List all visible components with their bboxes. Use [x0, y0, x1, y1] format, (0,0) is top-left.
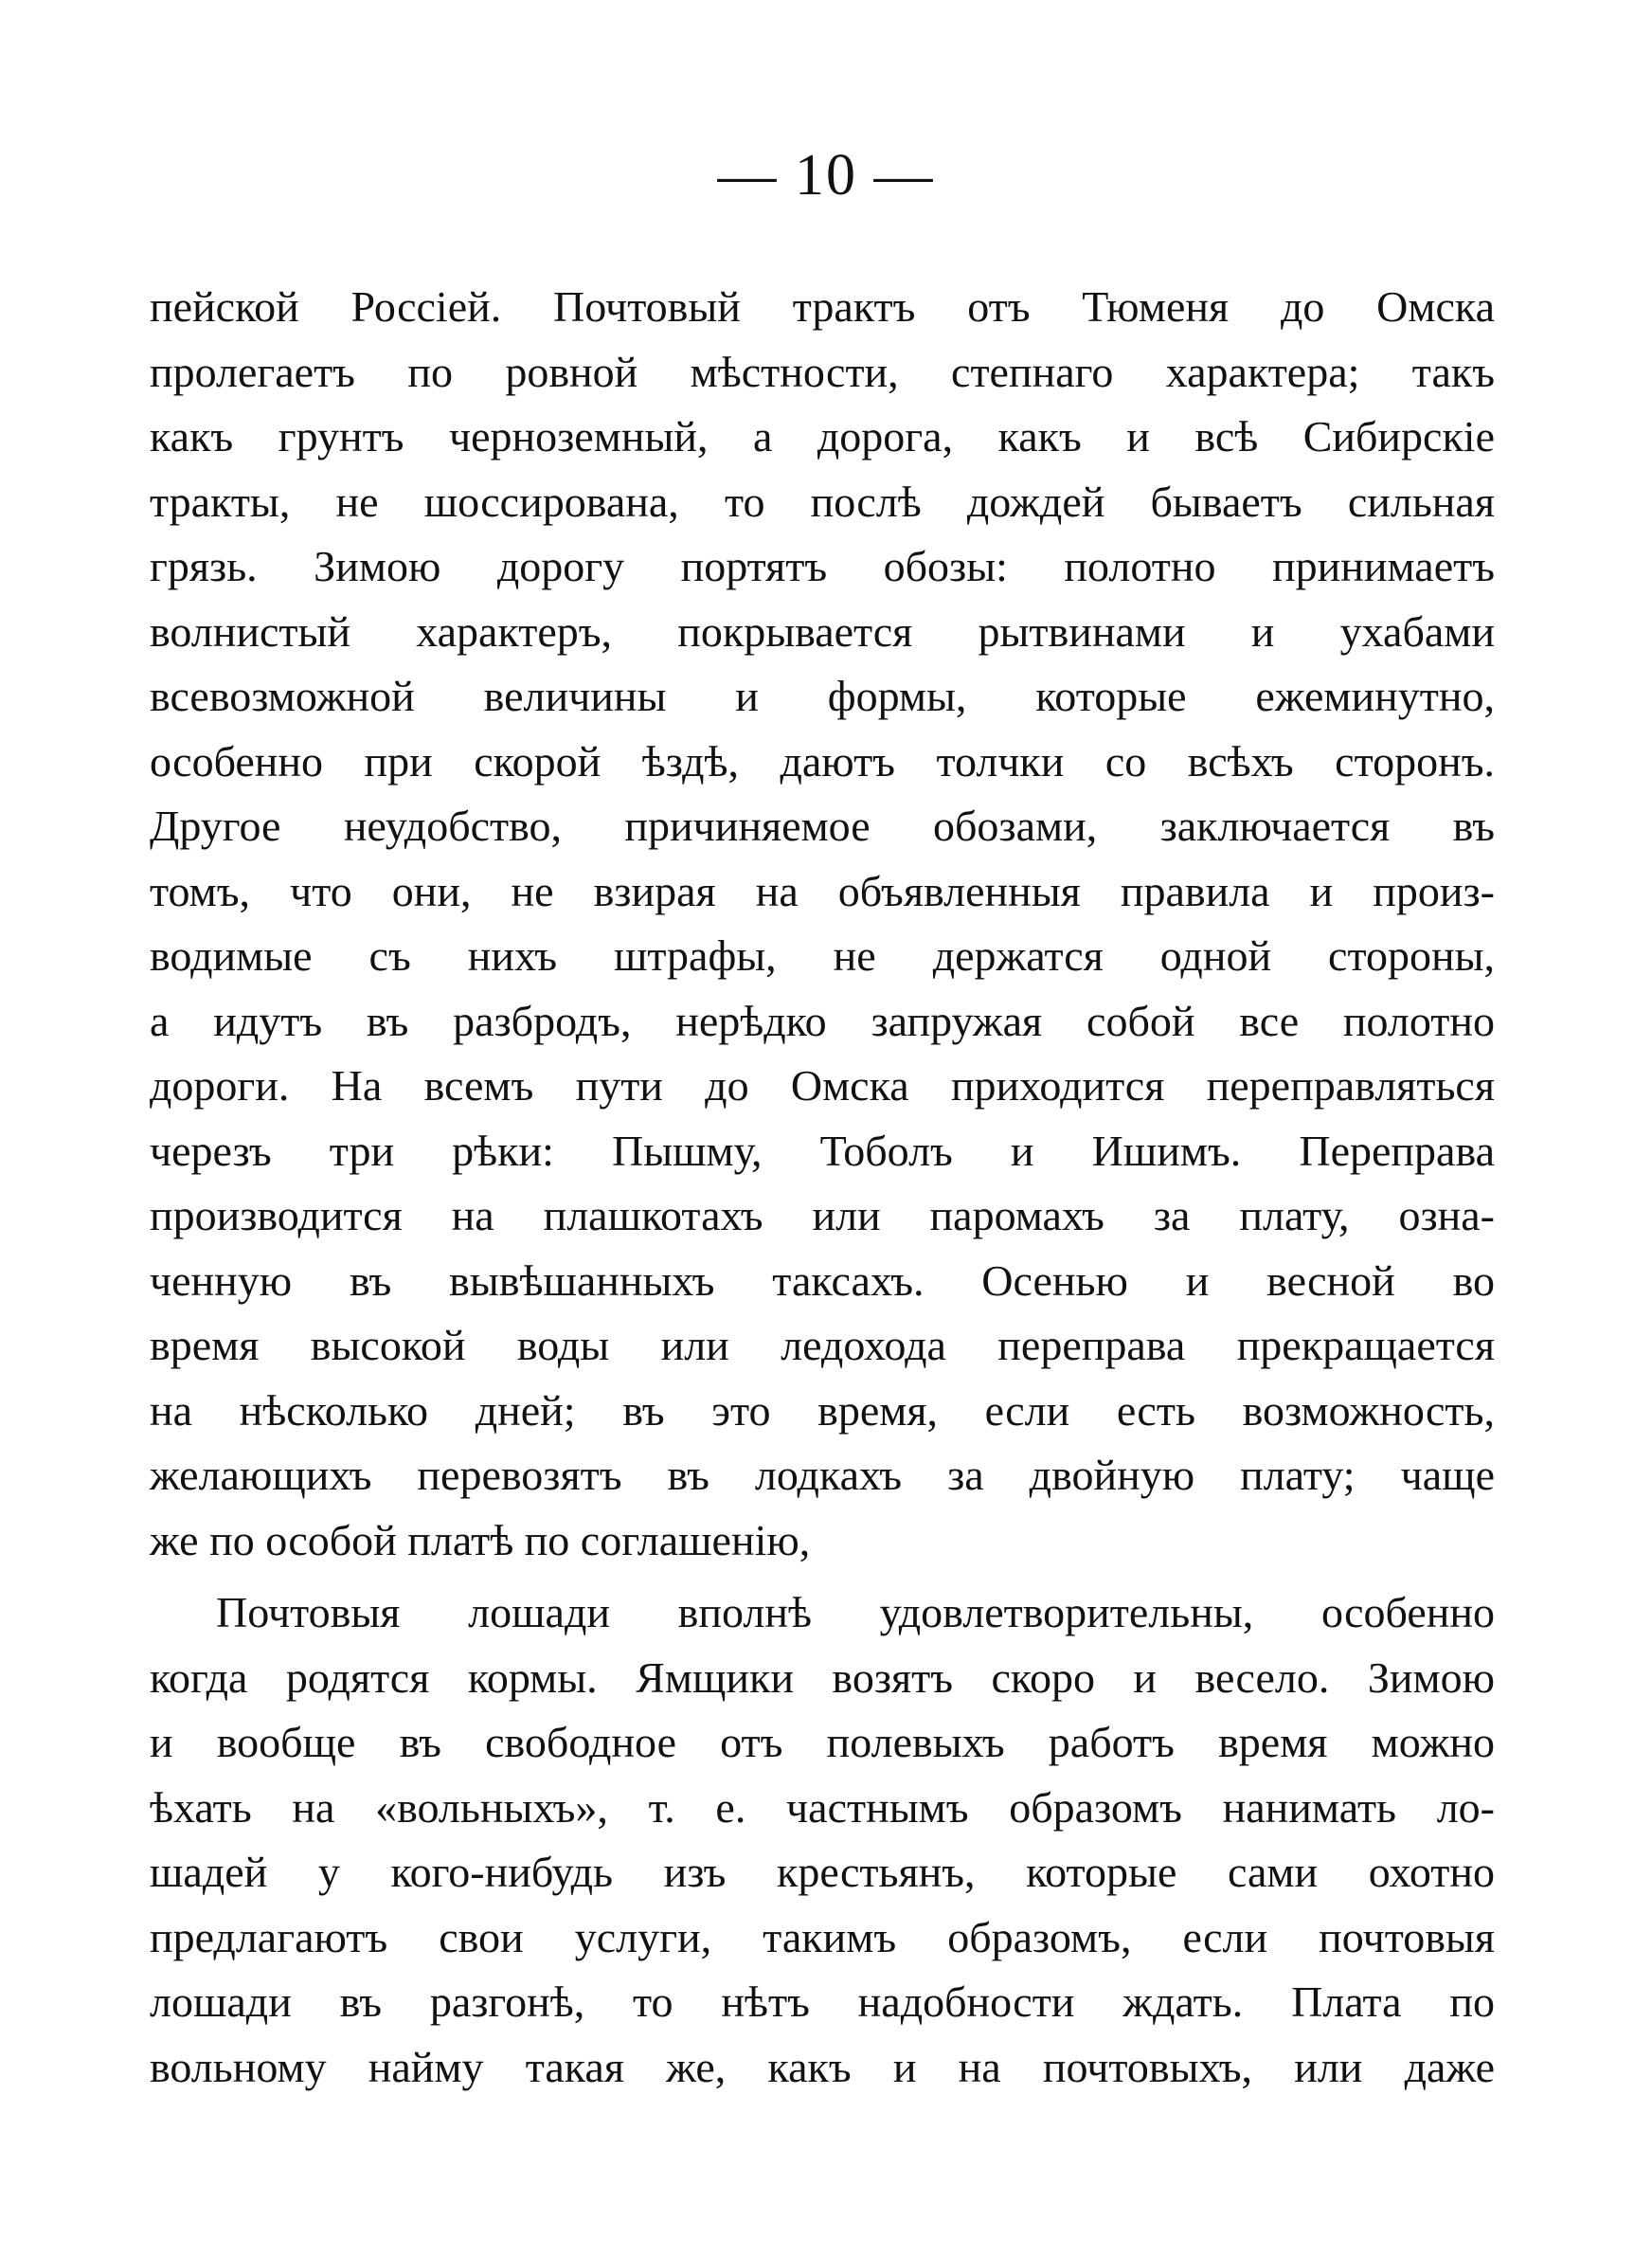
- text-line: пролегаетъ по ровной мѣстности, степнаго характера; такъ: [150, 347, 1495, 396]
- text-line: вольному найму такая же, какъ и на почтовыхъ, или даже: [150, 2042, 1495, 2091]
- text-line: какъ грунтъ черноземный, а дорога, какъ и всѣ Сибирскіе: [150, 412, 1495, 460]
- text-line: черезъ три рѣки: Пышму, Тоболъ и Ишимъ. Переправа: [150, 1126, 1495, 1175]
- body-text: [150, 275, 1495, 2100]
- paragraph-2: [150, 1580, 1495, 2100]
- paragraph-1: [150, 275, 1495, 1573]
- text-line: желающихъ перевозятъ въ лодкахъ за двойную плату; чаще: [150, 1451, 1495, 1499]
- text-line: пейской Россіей. Почтовый трактъ отъ Тюменя до Омска: [150, 282, 1495, 331]
- text-line: когда родятся кормы. Ямщики возятъ скоро и весело. Зимою: [150, 1652, 1495, 1702]
- text-line: предлагаютъ свои услуги, такимъ образомъ, если почтовыя: [150, 1912, 1495, 1961]
- text-line: особенно при скорой ѣздѣ, даютъ толчки со всѣхъ сторонъ.: [150, 736, 1495, 785]
- text-line: Почтовыя лошади вполнѣ удовлетворительны, особенно: [216, 1588, 1495, 1636]
- text-line: водимые съ нихъ штрафы, не держатся одной стороны,: [150, 931, 1495, 980]
- text-line: ѣхать на «вольныхъ», т. е. частнымъ образомъ нанимать ло-: [150, 1782, 1495, 1832]
- text-line: и вообще въ свободное отъ полевыхъ работъ время можно: [150, 1718, 1495, 1766]
- text-line: ченную въ вывѣшанныхъ таксахъ. Осенью и весной во: [150, 1255, 1495, 1305]
- text-line: производится на плашкотахъ или паромахъ за плату, озна-: [150, 1191, 1495, 1239]
- text-line: же по особой платѣ по соглашенію,: [150, 1515, 811, 1564]
- text-line: на нѣсколько дней; въ это время, если есть возможность,: [150, 1385, 1495, 1435]
- text-line: тракты, не шоссирована, то послѣ дождей бываетъ сильная: [150, 477, 1495, 526]
- text-line: лошади въ разгонѣ, то нѣтъ надобности ждать. Плата по: [150, 1977, 1495, 2026]
- text-line: шадей у кого-нибудь изъ крестьянъ, которые сами охотно: [150, 1848, 1495, 1896]
- text-line: а идутъ въ разбродъ, нерѣдко запружая собой все полотно: [150, 996, 1495, 1045]
- text-line: время высокой воды или ледохода переправа прекращается: [150, 1321, 1495, 1369]
- text-line: волнистый характеръ, покрывается рытвинами и ухабами: [150, 606, 1495, 656]
- text-line: томъ, что они, не взирая на объявленныя правила и произ-: [150, 866, 1495, 915]
- text-line: грязь. Зимою дорогу портятъ обозы: полотно принимаетъ: [150, 542, 1495, 590]
- page-number: — 10 —: [717, 143, 935, 208]
- text-line: всевозможной величины и формы, которые ежеминутно,: [150, 672, 1495, 720]
- text-line: дороги. На всемъ пути до Омска приходится переправляться: [150, 1061, 1495, 1110]
- text-line: Другое неудобство, причиняемое обозами, заключается въ: [150, 802, 1495, 850]
